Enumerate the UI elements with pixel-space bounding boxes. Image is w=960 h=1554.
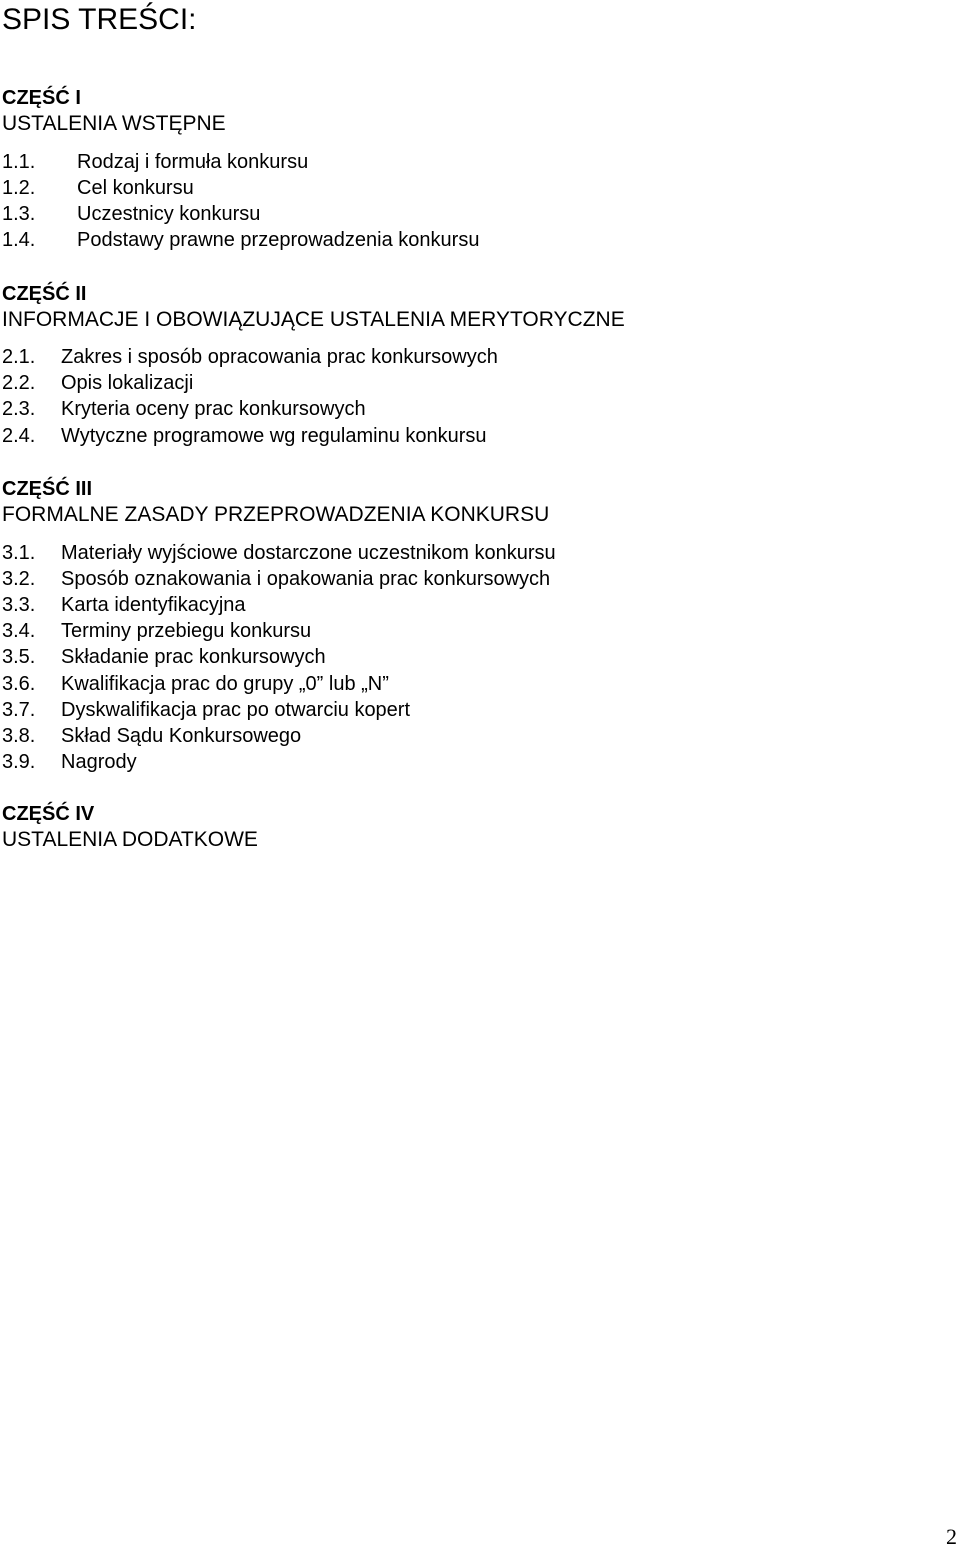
toc-item-text: Opis lokalizacji: [61, 372, 194, 394]
toc-item: [2, 671, 389, 697]
toc-item: [2, 423, 487, 449]
toc-item-text: Rodzaj i formuła konkursu: [77, 151, 309, 173]
toc-item-text: Podstawy prawne przeprowadzenia konkursu: [77, 229, 480, 251]
toc-item-number: 1.1.: [2, 151, 36, 173]
toc-item-number: 1.3.: [2, 203, 36, 225]
toc-item: [2, 749, 137, 775]
toc-item: [2, 175, 194, 201]
toc-item-text: Karta identyfikacyjna: [61, 594, 246, 616]
toc-item-number: 3.7.: [2, 699, 36, 721]
toc-item-number: 3.4.: [2, 620, 36, 642]
toc-item-text: Kwalifikacja prac do grupy „0” lub „N”: [61, 673, 389, 695]
toc-item-text: Składanie prac konkursowych: [61, 646, 326, 668]
toc-item: [2, 723, 301, 749]
page-number: 2: [946, 1524, 957, 1549]
toc-item-text: Sposób oznakowania i opakowania prac konkursowych: [61, 568, 551, 590]
toc-item-number: 3.6.: [2, 673, 36, 695]
part-title: USTALENIA WSTĘPNE: [2, 112, 226, 135]
toc-item-number: 3.1.: [2, 542, 36, 564]
toc-item-text: Materiały wyjściowe dostarczone uczestnikom konkursu: [61, 542, 556, 564]
toc-item-number: 1.2.: [2, 177, 36, 199]
toc-item: [2, 540, 556, 566]
toc-item-text: Cel konkursu: [77, 177, 194, 199]
toc-item-number: 2.2.: [2, 372, 36, 394]
part-label: CZĘŚĆ II: [2, 283, 87, 305]
part-label: CZĘŚĆ I: [2, 87, 81, 109]
toc-item-text: Uczestnicy konkursu: [77, 203, 261, 225]
toc-item: [2, 644, 326, 670]
toc-item-number: 2.1.: [2, 346, 36, 368]
toc-item: [2, 201, 260, 227]
toc-item-number: 3.5.: [2, 646, 36, 668]
toc-item: [2, 592, 246, 618]
toc-item-text: Nagrody: [61, 751, 137, 773]
toc-item: [2, 227, 479, 253]
part-title: USTALENIA DODATKOWE: [2, 828, 258, 851]
toc-item: [2, 697, 410, 723]
toc-item-number: 3.8.: [2, 725, 36, 747]
toc-item: [2, 149, 308, 175]
toc-item-number: 3.9.: [2, 751, 36, 773]
toc-item-number: 2.4.: [2, 425, 36, 447]
toc-item-number: 1.4.: [2, 229, 36, 251]
toc-item-text: Zakres i sposób opracowania prac konkursowych: [61, 346, 498, 368]
toc-item-number: 2.3.: [2, 398, 36, 420]
part-label: CZĘŚĆ III: [2, 478, 93, 500]
toc-item: [2, 344, 498, 370]
part-label: CZĘŚĆ IV: [2, 803, 95, 825]
toc-item: [2, 566, 550, 592]
page-title: SPIS TREŚCI:: [2, 3, 197, 36]
toc-item: [2, 370, 193, 396]
toc-item-text: Skład Sądu Konkursowego: [61, 725, 302, 747]
toc-item-number: 3.2.: [2, 568, 36, 590]
toc-item-text: Terminy przebiegu konkursu: [61, 620, 312, 642]
toc-item-text: Wytyczne programowe wg regulaminu konkursu: [61, 425, 487, 447]
toc-item: [2, 396, 366, 422]
toc-item: [2, 618, 311, 644]
part-title: INFORMACJE I OBOWIĄZUJĄCE USTALENIA MERYTORYCZNE: [2, 308, 625, 331]
toc-item-text: Kryteria oceny prac konkursowych: [61, 398, 366, 420]
toc-item-text: Dyskwalifikacja prac po otwarciu kopert: [61, 699, 411, 721]
toc-item-number: 3.3.: [2, 594, 36, 616]
part-title: FORMALNE ZASADY PRZEPROWADZENIA KONKURSU: [2, 503, 550, 526]
